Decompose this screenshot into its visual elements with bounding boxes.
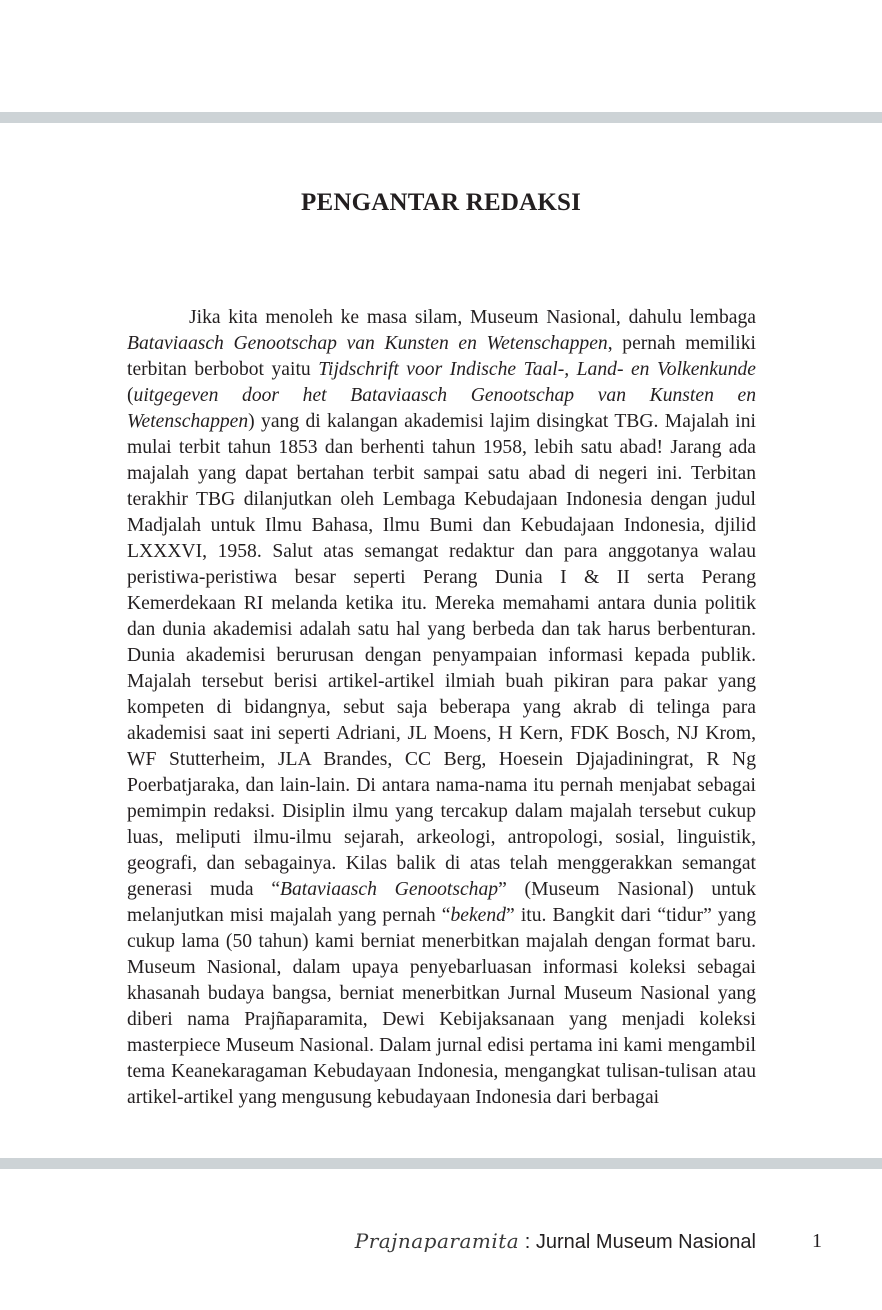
journal-name: Jurnal Museum Nasional [535, 1231, 756, 1253]
body-italic-segment: Bataviaasch Genootschap van Kunsten en Wetenschappen [127, 333, 608, 354]
article-body [127, 305, 756, 1111]
body-text-segment: Jika kita menoleh ke masa silam, Museum Nasional, dahulu lembaga [189, 307, 756, 328]
body-italic-segment: uitgegeven door het Bataviaasch Genootschap van Kunsten en Wetenschappen [127, 385, 756, 432]
top-divider [0, 112, 882, 123]
body-text-segment: ” itu. Bangkit dari “tidur” yang cukup lama (50 tahun) kami berniat menerbitkan majalah dengan format baru. Museum Nasional, dalam upaya penyebarluasan informasi koleksi sebagai khasanah budaya bangsa, berniat menerbitkan Jurnal Museum Nasional yang diberi nama Prajñaparamita, Dewi Kebijaksanaan yang menjadi koleksi masterpiece Museum Nasional. Dalam jurnal edisi pertama ini kami mengambil tema Keanekaragaman Kebudayaan Indonesia, mengangkat tulisan-tulisan atau artikel-artikel yang mengusung kebudayaan Indonesia dari berbagai [127, 905, 757, 1108]
bottom-divider [0, 1158, 882, 1169]
body-text-segment: , pernah memiliki terbitan berbobot yaitu [127, 333, 756, 380]
body-text-segment: ” (Museum Nasional) untuk melanjutkan misi majalah yang pernah “ [127, 879, 756, 926]
body-italic-segment: Tijdschrift voor Indische Taal-, Land- en Volkenkunde [318, 359, 756, 380]
page-title: PENGANTAR REDAKSI [300, 188, 582, 216]
running-footer [355, 1226, 756, 1257]
body-text-segment: ( [127, 385, 134, 406]
body-text-segment: ) yang di kalangan akademisi lajim disingkat TBG. Majalah ini mulai terbit tahun 1853 dan berhenti tahun 1958, lebih satu abad! Jarang ada majalah yang dapat bertahan terbit sampai satu abad di negeri ini. Terbitan terakhir TBG dilanjutkan oleh Lembaga Kebudajaan Indonesia dengan judul Madjalah untuk Ilmu Bahasa, Ilmu Bumi dan Kebudajaan Indonesia, djilid LXXXVI, 1958. Salut atas semangat redaktur dan para anggotanya walau peristiwa-peristiwa besar seperti Perang Dunia I & II serta Perang Kemerdekaan RI melanda ketika itu. Mereka memahami antara dunia politik dan dunia akademisi adalah satu hal yang berbeda dan tak harus berbenturan. Dunia akademisi berurusan dengan penyampaian informasi kepada publik. Majalah tersebut berisi artikel-artikel ilmiah buah pikiran para pakar yang kompeten di bidangnya, sebut saja beberapa yang akrab di telinga para akademisi saat ini seperti Adriani, JL Moens, H Kern, FDK Bosch, NJ Krom, WF Stutterheim, JLA Brandes, CC Berg, Hoesein Djajadiningrat, R Ng Poerbatjaraka, dan lain-lain. Di antara nama-nama itu pernah menjabat sebagai pemimpin redaksi. Disiplin ilmu yang tercakup dalam majalah tersebut cukup luas, meliputi ilmu-ilmu sejarah, arkeologi, antropologi, sosial, linguistik, geografi, dan sebagainya. Kilas balik di atas telah menggerakkan semangat generasi muda “ [127, 411, 756, 900]
page-number: 1 [812, 1230, 822, 1252]
body-paragraph [127, 305, 756, 1111]
body-italic-segment: Bataviaasch Genootschap [280, 879, 499, 900]
footer-separator: : [519, 1231, 536, 1253]
body-italic-segment: bekend [450, 905, 506, 926]
journal-brand: Prajnaparamita [354, 1229, 520, 1253]
page-footer [0, 1226, 882, 1256]
